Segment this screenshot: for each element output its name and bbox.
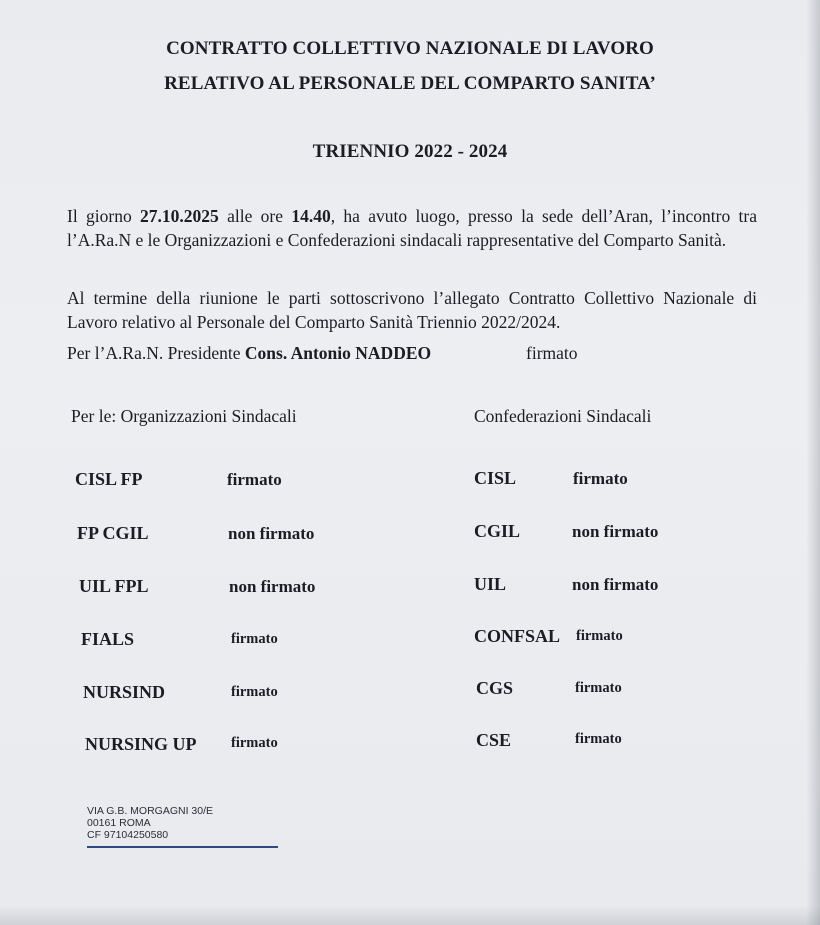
conf-status-cgs: firmato bbox=[575, 680, 622, 696]
footer-address-block bbox=[87, 805, 213, 841]
footer-divider bbox=[87, 846, 278, 848]
conf-name-uil: UIL bbox=[474, 574, 507, 594]
agreement-paragraph: Al termine della riunione le parti sottoscrivono l’allegato Contratto Collettivo Nazionale di Lavoro relativo al Personale del Comparto Sanità Triennio 2022/2024. bbox=[67, 288, 757, 332]
org-name-nursing-up: NURSING UP bbox=[85, 734, 197, 754]
org-status-nursind: firmato bbox=[231, 684, 278, 700]
org-name-nursind: NURSIND bbox=[83, 682, 166, 702]
org-name-fp-cgil: FP CGIL bbox=[77, 523, 149, 543]
aran-signer-line bbox=[67, 342, 757, 366]
conf-status-cgil: non firmato bbox=[572, 522, 659, 541]
conf-name-cse: CSE bbox=[476, 730, 512, 750]
document-title-line-1: CONTRATTO COLLETTIVO NAZIONALE DI LAVORO bbox=[166, 38, 654, 59]
org-status-fp-cgil: non firmato bbox=[228, 524, 315, 543]
page-edge-shadow bbox=[806, 0, 820, 925]
confederazioni-heading: Confederazioni Sindacali bbox=[474, 406, 652, 426]
org-status-uil-fpl: non firmato bbox=[229, 577, 316, 596]
org-name-cisl-fp: CISL FP bbox=[75, 469, 143, 489]
meeting-mid-text: alle ore bbox=[218, 206, 292, 226]
conf-status-confsal: firmato bbox=[576, 628, 623, 644]
aran-signer-status: firmato bbox=[526, 343, 578, 363]
conf-status-cisl: firmato bbox=[573, 469, 628, 488]
aran-signer-name: Cons. Antonio NADDEO bbox=[244, 343, 432, 363]
org-name-uil-fpl: UIL FPL bbox=[79, 576, 149, 596]
triennio-title: TRIENNIO 2022 - 2024 bbox=[312, 141, 508, 162]
meeting-time: 14.40 bbox=[291, 206, 331, 226]
org-status-fials: firmato bbox=[231, 631, 278, 647]
organizzazioni-heading: Per le: Organizzazioni Sindacali bbox=[71, 406, 297, 426]
document-title-line-2: RELATIVO AL PERSONALE DEL COMPARTO SANITA’ bbox=[164, 73, 656, 94]
footer-address: VIA G.B. MORGAGNI 30/E bbox=[87, 805, 214, 817]
meeting-paragraph bbox=[67, 205, 757, 252]
meeting-intro-text: Il giorno bbox=[67, 206, 141, 226]
conf-status-cse: firmato bbox=[575, 731, 622, 747]
org-status-cisl-fp: firmato bbox=[227, 470, 282, 489]
meeting-date: 27.10.2025 bbox=[140, 206, 219, 226]
org-status-nursing-up: firmato bbox=[231, 735, 278, 751]
aran-signer-prefix: Per l’A.Ra.N. Presidente bbox=[67, 343, 245, 363]
meeting-rest-text: , ha avuto luogo, presso la sede dell’Aran, l’incontro tra l’A.Ra.N e le Organizzazioni e Confederazioni sindacali rappresentative del Comparto Sanità. bbox=[67, 206, 757, 250]
conf-name-cgil: CGIL bbox=[474, 521, 521, 541]
conf-name-cisl: CISL bbox=[474, 468, 517, 488]
footer-city: 00161 ROMA bbox=[87, 817, 151, 829]
conf-status-uil: non firmato bbox=[572, 575, 659, 594]
page-bottom-shadow bbox=[0, 905, 820, 925]
conf-name-confsal: CONFSAL bbox=[474, 626, 561, 646]
org-name-fials: FIALS bbox=[81, 629, 135, 649]
conf-name-cgs: CGS bbox=[476, 678, 514, 698]
footer-tax-code: CF 97104250580 bbox=[87, 829, 169, 841]
